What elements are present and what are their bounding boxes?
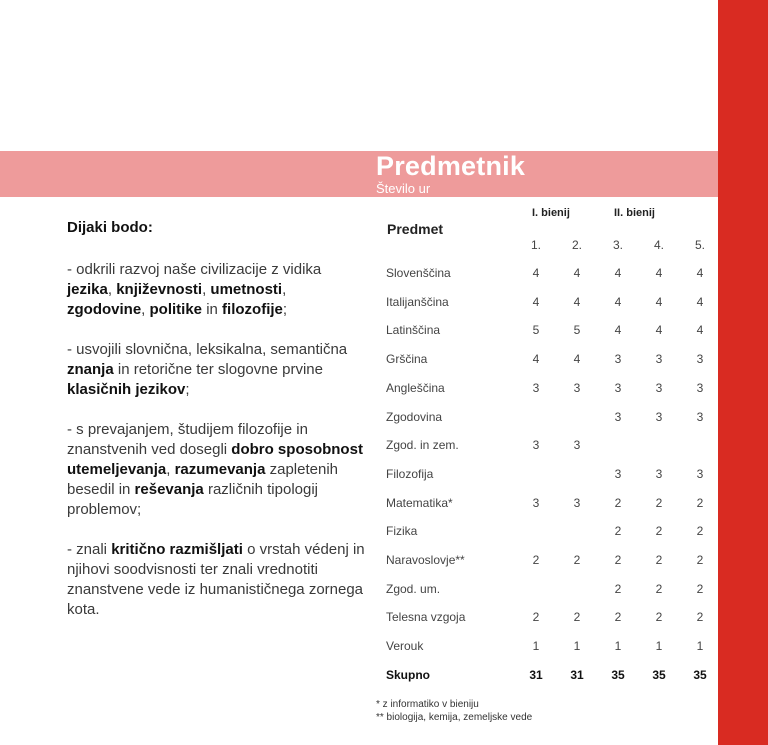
hours-cell: 2 [614, 582, 622, 596]
goal-keyword: jezika [67, 281, 108, 298]
year-header: 5. [694, 238, 705, 252]
hours-cell: 4 [696, 323, 704, 337]
hours-cell: 2 [696, 553, 704, 567]
hours-cell: 4 [655, 323, 663, 337]
hours-cell: 3 [614, 467, 622, 481]
subject-label: Slovenščina [386, 266, 451, 280]
hours-cell: 3 [696, 352, 704, 366]
goal-text: ; [185, 381, 190, 398]
hours-cell: 5 [532, 323, 540, 337]
footnote-1: * z informatiko v bieniju [376, 699, 479, 710]
subject-label: Italijanščina [386, 295, 449, 309]
total-cell: 35 [693, 668, 707, 682]
goal-keyword: politike [149, 301, 203, 318]
hours-cell: 2 [655, 496, 663, 510]
goal-keyword: dobro sposobnost utemeljevanja [67, 441, 363, 478]
goals-heading: Dijaki bodo: [67, 219, 153, 236]
hours-cell: 2 [655, 610, 663, 624]
hours-cell: 2 [696, 610, 704, 624]
footnote-2: ** biologija, kemija, zemeljske vede [376, 712, 533, 723]
hours-cell: 3 [696, 381, 704, 395]
goal-text: ; [282, 301, 288, 318]
year-header: 3. [612, 238, 623, 252]
hours-cell: 4 [532, 266, 540, 280]
subject-label: Zgod. um. [386, 582, 441, 596]
hours-cell: 3 [573, 496, 581, 510]
subject-label: Telesna vzgoja [386, 610, 466, 624]
goal-text: , [202, 281, 211, 298]
hours-cell: 2 [655, 553, 663, 567]
hours-cell: 5 [573, 323, 581, 337]
hours-cell: 4 [532, 295, 540, 309]
group-header: II. bienij [614, 207, 655, 219]
goal-text: in retorične ter slogovne prvine [113, 361, 323, 378]
hours-cell: 3 [655, 352, 663, 366]
hours-cell: 3 [696, 410, 704, 424]
goal-keyword: razumevanja [174, 461, 266, 478]
total-cell: 31 [570, 668, 584, 682]
subject-label: Latinščina [386, 323, 441, 337]
year-header: 2. [571, 238, 582, 252]
goal-paragraph [67, 420, 367, 520]
hours-cell: 2 [655, 524, 663, 538]
hours-cell: 4 [655, 295, 663, 309]
goal-keyword: klasičnih jezikov [67, 381, 186, 398]
subject-label: Zgodovina [386, 410, 443, 424]
hours-cell: 2 [614, 524, 622, 538]
hours-cell: 3 [655, 467, 663, 481]
hours-cell: 3 [532, 438, 540, 452]
hours-cell: 3 [614, 410, 622, 424]
hours-cell: 4 [655, 266, 663, 280]
subject-label: Grščina [386, 352, 428, 366]
total-cell: 35 [652, 668, 666, 682]
hours-cell: 1 [573, 639, 581, 653]
goals-section [67, 218, 367, 640]
subject-label: Naravoslovje** [386, 553, 465, 567]
hours-cell: 4 [614, 266, 622, 280]
hours-cell: 1 [614, 639, 622, 653]
hours-cell: 3 [614, 381, 622, 395]
goal-keyword: filozofije [222, 301, 283, 318]
hours-cell: 4 [573, 266, 581, 280]
goal-keyword: književnosti [116, 281, 203, 298]
year-header: 4. [653, 238, 664, 252]
goal-paragraph [67, 340, 367, 400]
hours-cell: 3 [573, 438, 581, 452]
hours-cell: 2 [696, 496, 704, 510]
hours-cell: 4 [573, 295, 581, 309]
subject-label: Filozofija [386, 467, 434, 481]
hours-cell: 2 [696, 524, 704, 538]
hours-cell: 4 [696, 266, 704, 280]
goal-keyword: zgodovine [67, 301, 142, 318]
goal-text: zapletenih besedil in [67, 461, 339, 498]
goal-text: , [141, 301, 150, 318]
page-subtitle: Število ur [376, 181, 431, 196]
total-label: Skupno [386, 668, 430, 682]
goal-paragraph [67, 540, 367, 620]
hours-cell: 4 [614, 323, 622, 337]
page-title: Predmetnik [376, 151, 526, 181]
hours-cell: 1 [532, 639, 540, 653]
goal-text: , [107, 281, 117, 298]
goals-list [67, 260, 367, 620]
hours-cell: 3 [532, 496, 540, 510]
goal-text: - znali [67, 541, 112, 558]
hours-cell: 3 [573, 381, 581, 395]
hours-cell: 2 [614, 496, 622, 510]
hours-cell: 2 [614, 553, 622, 567]
goal-paragraph [67, 260, 367, 320]
goal-text: različnih tipologij problemov; [67, 481, 319, 518]
hours-cell: 3 [655, 410, 663, 424]
goal-text: o vrstah védenj in njihovi soodvisnosti ter znali vrednotiti znanstvene vede iz humanističnega zornega kota. [67, 541, 365, 618]
hours-cell: 1 [696, 639, 704, 653]
hours-cell: 3 [655, 381, 663, 395]
subject-label: Matematika* [386, 496, 453, 510]
goal-keyword: umetnosti [210, 281, 283, 298]
hours-cell: 3 [532, 381, 540, 395]
hours-cell: 2 [532, 610, 540, 624]
hours-cell: 2 [614, 610, 622, 624]
goal-text: - usvojili slovnična, leksikalna, semantična [67, 341, 348, 358]
goal-text: , [166, 461, 175, 478]
table-header-predmet: Predmet [387, 221, 444, 237]
hours-cell: 3 [614, 352, 622, 366]
subject-label: Fizika [386, 524, 418, 538]
hours-cell: 1 [655, 639, 663, 653]
hours-cell: 3 [696, 467, 704, 481]
goal-text: - odkrili razvoj naše civilizacije z vidika [67, 261, 322, 278]
subject-label: Zgod. in zem. [386, 438, 459, 452]
hours-cell: 4 [532, 352, 540, 366]
hours-cell: 2 [573, 553, 581, 567]
subject-label: Angleščina [386, 381, 445, 395]
subject-label: Verouk [386, 639, 424, 653]
right-accent-bar [718, 0, 768, 745]
hours-cell: 4 [614, 295, 622, 309]
total-cell: 31 [529, 668, 543, 682]
hours-cell: 2 [655, 582, 663, 596]
group-header: I. bienij [532, 207, 570, 219]
hours-cell: 2 [696, 582, 704, 596]
goal-text: in [202, 301, 223, 318]
goal-text: , [282, 281, 287, 298]
goal-text: - s prevajanjem, študijem filozofije in znanstvenih ved dosegli [67, 421, 308, 458]
title-band [0, 151, 718, 197]
hours-cell: 4 [696, 295, 704, 309]
goal-keyword: znanja [67, 361, 114, 378]
total-cell: 35 [611, 668, 625, 682]
hours-cell: 4 [573, 352, 581, 366]
hours-cell: 2 [573, 610, 581, 624]
year-header: 1. [530, 238, 541, 252]
hours-cell: 2 [532, 553, 540, 567]
goal-keyword: kritično razmišljati [111, 541, 243, 558]
goal-keyword: reševanja [134, 481, 204, 498]
